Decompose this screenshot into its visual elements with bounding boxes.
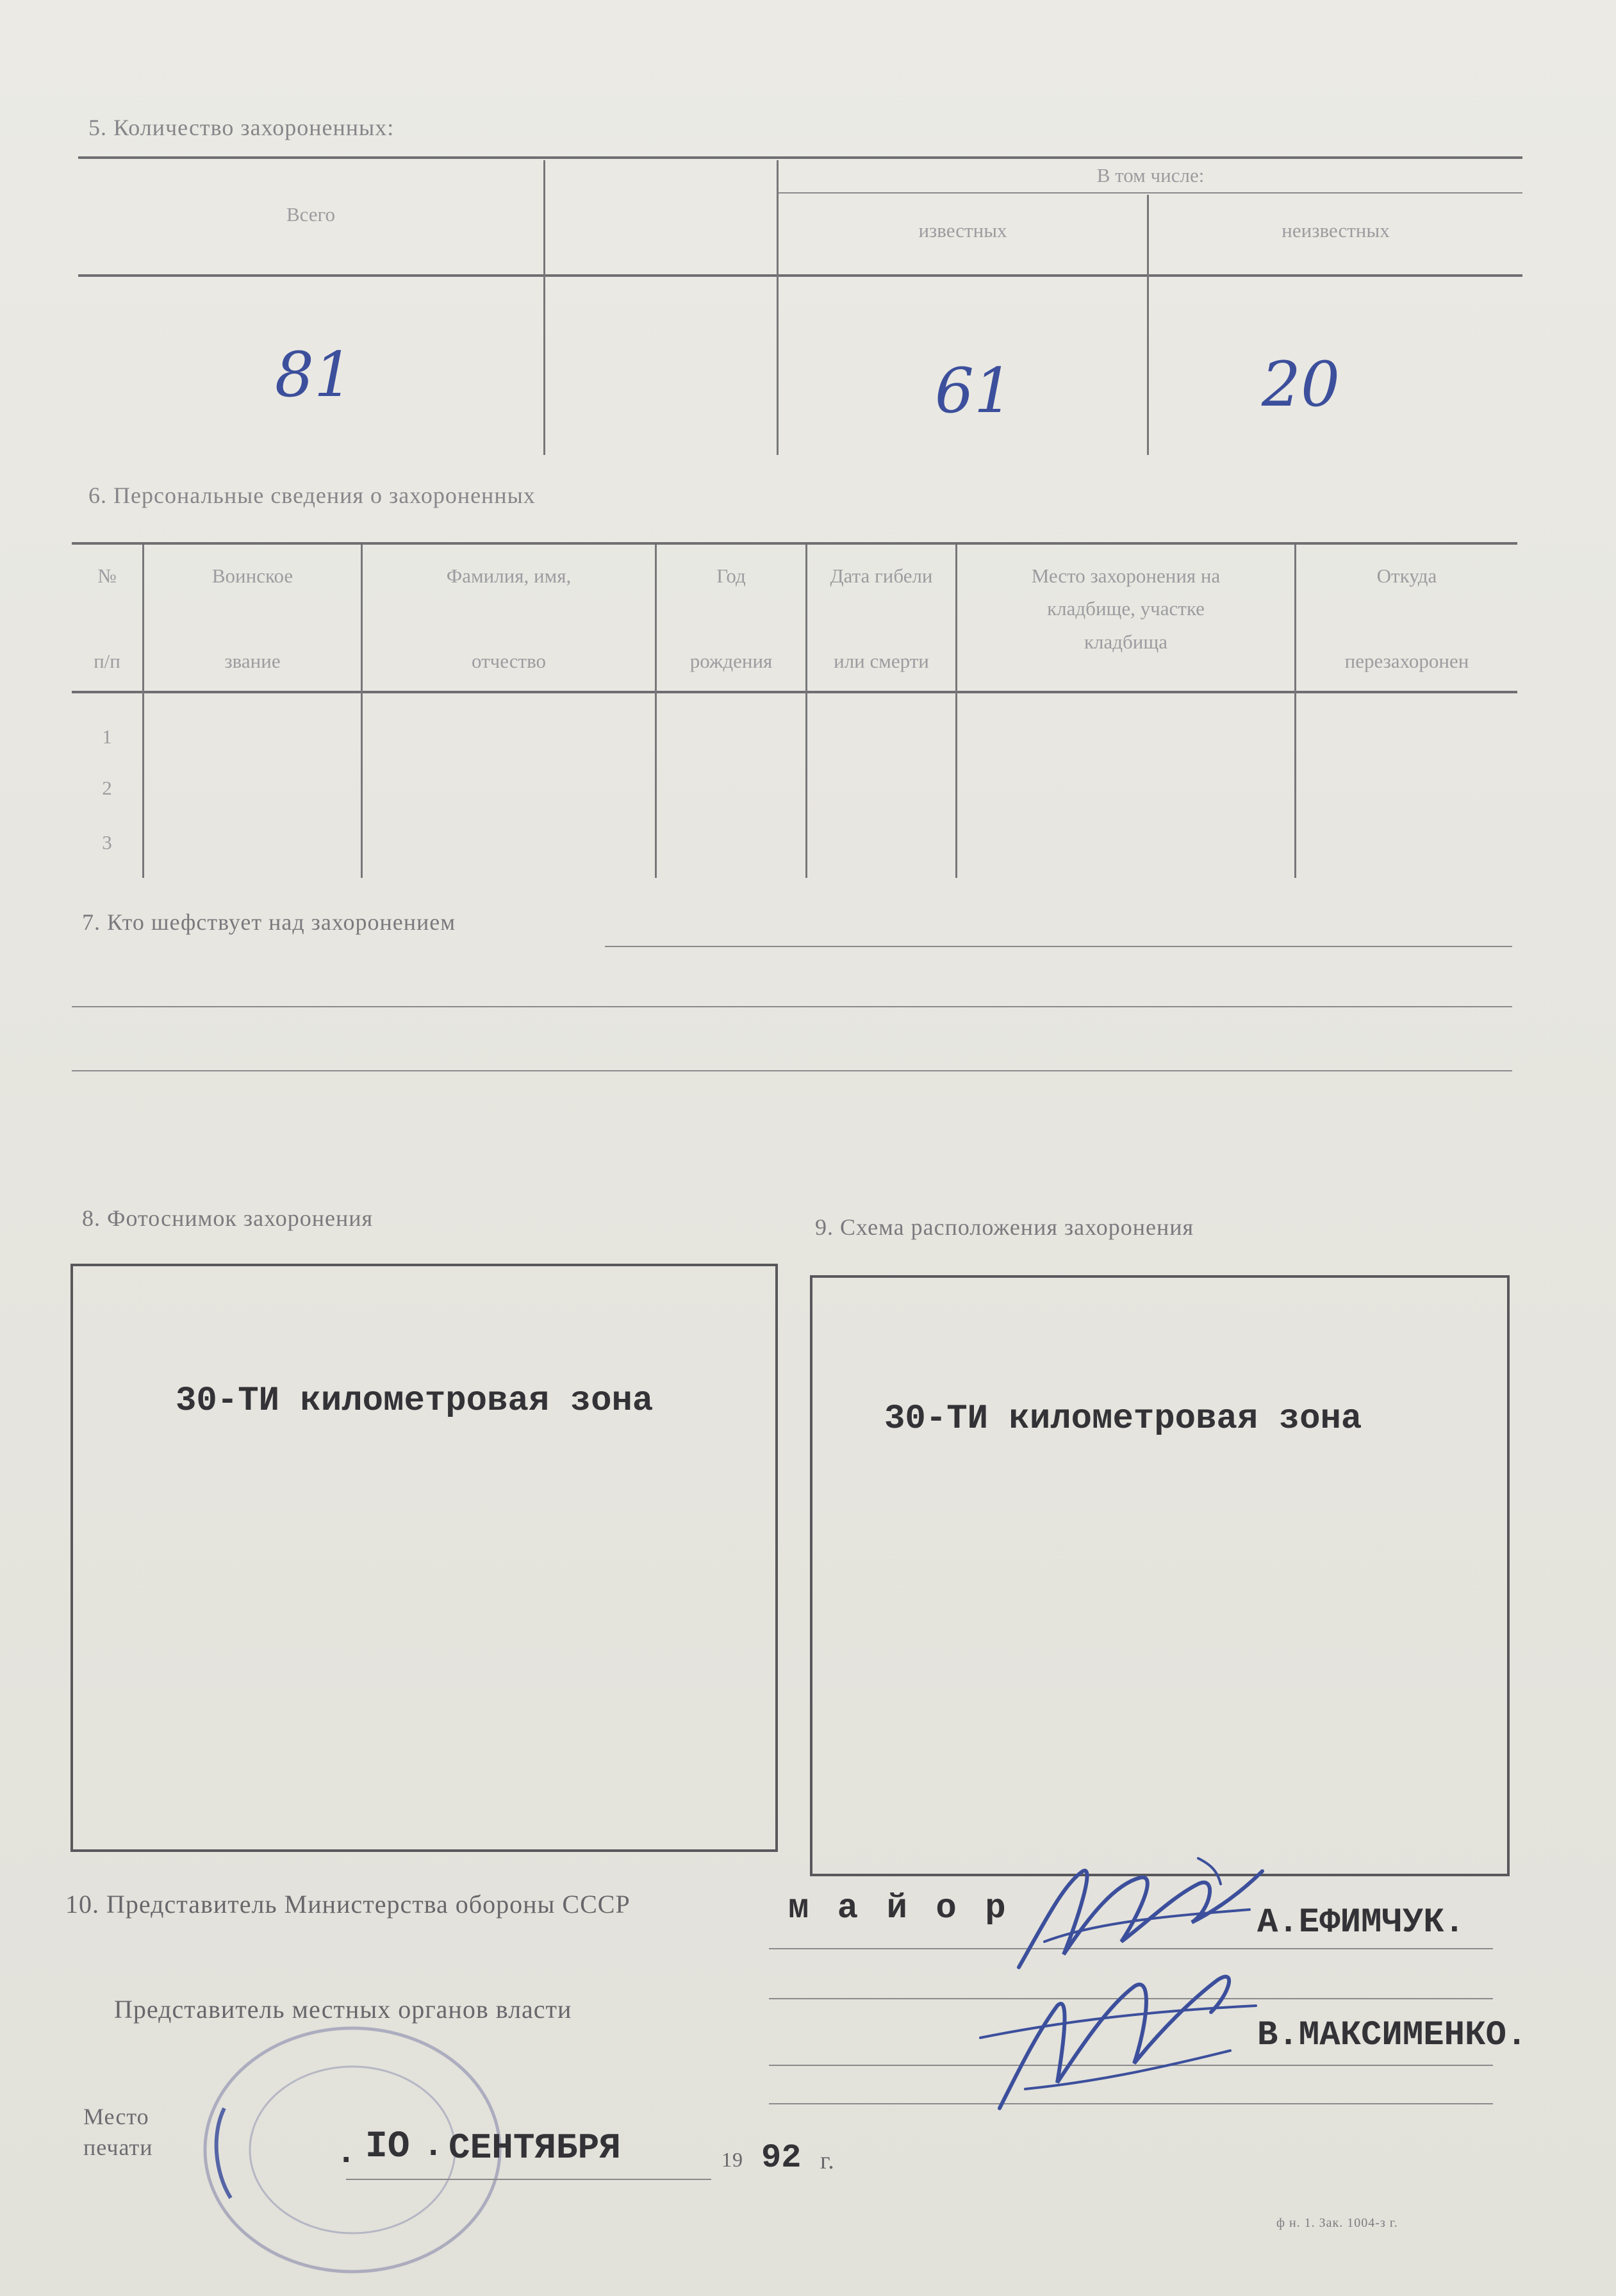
mod-representative-label: 10. Представитель Министерства обороны СССР: [65, 1890, 631, 1919]
date-day: IO: [365, 2126, 410, 2168]
mod-rank: м а й о р: [788, 1889, 1010, 1928]
scheme-box-text: 30-ТИ километровая зона: [884, 1400, 1362, 1439]
local-signature: [961, 1942, 1269, 2134]
photo-box: [70, 1264, 778, 1852]
section7-line-1: [605, 946, 1512, 947]
section5-header-rule: [78, 274, 1522, 277]
row-number-3: 3: [102, 831, 112, 854]
header-birth-year-line2: рождения: [689, 649, 773, 672]
section7-line-3: [72, 1070, 1512, 1071]
header-fullname-line1: Фамилия, имя,: [446, 565, 572, 587]
header-burial-place-line3: кладбища: [1084, 630, 1168, 653]
col-including-header: В том числе:: [1096, 164, 1205, 187]
header-reburied-from: [1296, 564, 1517, 673]
stamp-place-label-2: печати: [83, 2135, 153, 2160]
col-unknown-header: неизвестных: [1282, 219, 1390, 242]
header-burial-place-line2: кладбище, участке: [1047, 597, 1205, 620]
section9-title: 9. Схема расположения захоронения: [815, 1214, 1194, 1240]
header-reburied-from-line1: Откуда: [1376, 565, 1437, 587]
header-rank-line1: Воинское: [211, 565, 293, 587]
section5-including-rule: [779, 192, 1522, 194]
date-century: 19: [721, 2148, 743, 2171]
date-year: 92: [761, 2139, 802, 2177]
date-underline: [346, 2179, 711, 2180]
section5-divider-1: [543, 160, 545, 455]
header-rank: [144, 564, 361, 673]
unknown-count-value: 20: [1261, 349, 1340, 420]
header-rank-line2: звание: [224, 649, 281, 672]
header-reburied-from-line2: перезахоронен: [1344, 649, 1469, 672]
header-death-date-line2: или смерти: [834, 649, 929, 672]
header-fullname: [363, 564, 655, 673]
local-representative-label: Представитель местных органов власти: [114, 1995, 572, 2024]
date-separator: ·: [423, 2134, 444, 2173]
section7-title: 7. Кто шефствует над захоронением: [82, 909, 456, 935]
photo-box-text: 30-ТИ километровая зона: [176, 1382, 654, 1421]
header-birth-year: [657, 564, 805, 673]
col-total-header: Всего: [286, 203, 336, 226]
section8-title: 8. Фотоснимок захоронения: [82, 1205, 374, 1231]
section5-title: 5. Количество захороненных:: [88, 115, 395, 140]
printer-code: ф н. 1. Зак. 1004-з г.: [1276, 2216, 1398, 2230]
header-number-line1: №: [97, 565, 117, 587]
section5-divider-2: [777, 160, 779, 455]
header-burial-place-line1: Место захоронения на: [1031, 565, 1221, 587]
row-number-2: 2: [102, 777, 112, 800]
date-suffix: г.: [820, 2147, 835, 2174]
section6-header-rule: [72, 691, 1517, 693]
date-month: СЕНТЯБРЯ: [449, 2127, 621, 2168]
local-name: В.МАКСИМЕНКО.: [1257, 2016, 1528, 2055]
date-opening-quote: .: [336, 2134, 357, 2173]
section6-title: 6. Персональные сведения о захороненных: [88, 483, 536, 508]
header-fullname-line2: отчество: [472, 649, 546, 672]
header-death-date: [807, 564, 955, 673]
header-number: [72, 564, 142, 673]
col-known-header: известных: [918, 219, 1007, 242]
scheme-box: [810, 1275, 1510, 1876]
total-count-value: 81: [274, 339, 354, 411]
section7-line-2: [72, 1006, 1512, 1007]
section6-top-rule: [72, 542, 1517, 545]
stamp-place-label-1: Место: [83, 2104, 149, 2129]
row-number-1: 1: [102, 725, 112, 748]
header-burial-place: [957, 564, 1294, 654]
header-death-date-line1: Дата гибели: [830, 565, 933, 587]
header-birth-year-line1: Год: [716, 565, 746, 587]
known-count-value: 61: [934, 355, 1014, 427]
header-number-line2: п/п: [94, 649, 120, 672]
mod-name: А.ЕФИМЧУК.: [1257, 1903, 1465, 1942]
